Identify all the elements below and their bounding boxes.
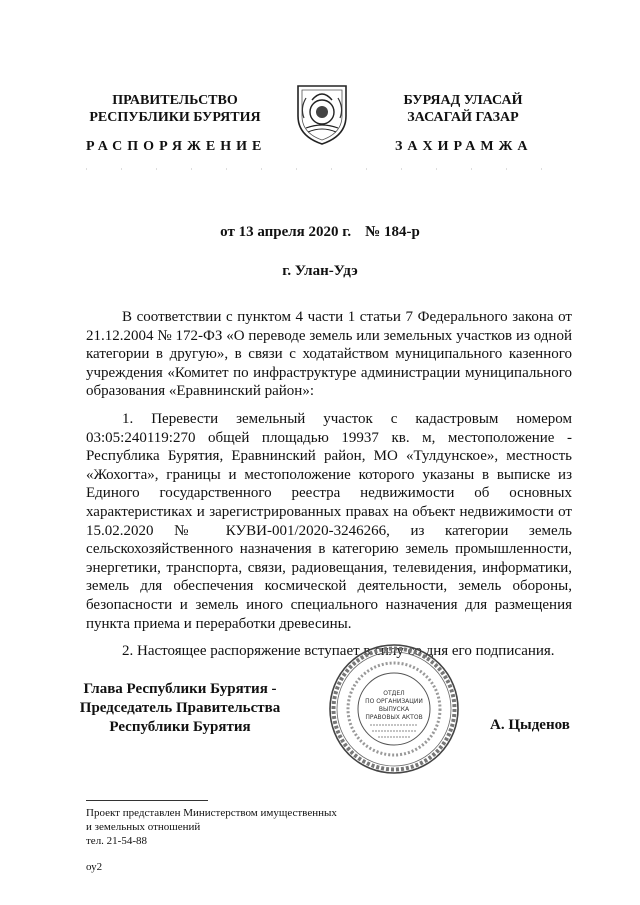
footer-divider — [86, 800, 208, 801]
footer-line2: и земельных отношений — [86, 821, 201, 833]
document-date: от 13 апреля 2020 г. — [220, 224, 352, 240]
document-kind-bua: ЗАХИРАМЖА — [395, 139, 533, 154]
signatory-title-line1: Глава Республики Бурятия - — [83, 681, 277, 697]
document-city: г. Улан-Удэ — [282, 263, 358, 279]
document-kind-ru: РАСПОРЯЖЕНИЕ — [86, 139, 267, 154]
body-paragraph-preamble: В соответствии с пунктом 4 части 1 статьи 7 Федерального закона от 21.12.2004 № 172-ФЗ «О переводе земель или земельных участков из одной категории в другую», в связи с ходатайством муниципального казенного учреждения «Комитет по инфраструктуре администрации муниципального образования «Еравнинский район»: — [86, 309, 572, 400]
header-left-line2: РЕСПУБЛИКИ БУРЯТИЯ — [89, 110, 261, 125]
document-body — [86, 308, 572, 670]
header-right-line2: ЗАСАГАЙ ГАЗАР — [407, 110, 519, 125]
coat-of-arms-emblem — [294, 78, 350, 146]
footer-phone: тел. 21-54-88 — [86, 835, 148, 847]
official-seal-stamp — [326, 641, 462, 777]
footer-code: оу2 — [86, 861, 103, 873]
signatory-title-line2: Председатель Правительства — [79, 700, 281, 716]
footer-line1: Проект представлен Министерством имущественных — [86, 807, 337, 819]
seal-text-line2: ПО ОРГАНИЗАЦИИ — [365, 698, 423, 705]
footer-note — [86, 806, 337, 874]
header-right — [368, 92, 558, 126]
header-divider — [86, 166, 558, 172]
header-left — [70, 92, 280, 126]
header-right-line1: БУРЯАД УЛАСАЙ — [403, 93, 523, 108]
document-date-number — [0, 224, 640, 241]
signatory-title — [70, 680, 290, 737]
signatory-title-line3: Республики Бурятия — [109, 719, 251, 735]
body-paragraph-item-1: 1. Перевести земельный участок с кадастровым номером 03:05:240119:270 общей площадью 19937 кв. м, местоположение - Республика Бурятия, Еравнинский район, МО «Тулдунское», местность «Жохогта», границы и местоположение которого указаны в выписке из Единого государственного реестра недвижимости об основных характеристиках и зарегистрированных правах на объект недвижимости от 15.02.2020 № КУВИ-001/2020-3246266, из категории земель сельскохозяйственного назначения в категорию земель промышленности, энергетики, транспорта, связи, радиовещания, телевидения, информатики, земель для обеспечения космической деятельности, земель обороны, безопасности и земель иного специального назначения для размещения пункта приема и переработки древесины. — [86, 410, 572, 632]
document-number: № 184-р — [365, 224, 420, 240]
seal-text-line3: ВЫПУСКА — [378, 706, 410, 713]
body-paragraph-item-2: 2. Настоящее распоряжение вступает в силу со дня его подписания. — [122, 643, 555, 660]
signatory-name: А. Цыденов — [490, 717, 570, 733]
seal-text-line4: ПРАВОВЫХ АКТОВ — [365, 714, 423, 721]
header-left-line1: ПРАВИТЕЛЬСТВО — [112, 93, 238, 108]
seal-text-line1: ОТДЕЛ — [383, 690, 405, 697]
